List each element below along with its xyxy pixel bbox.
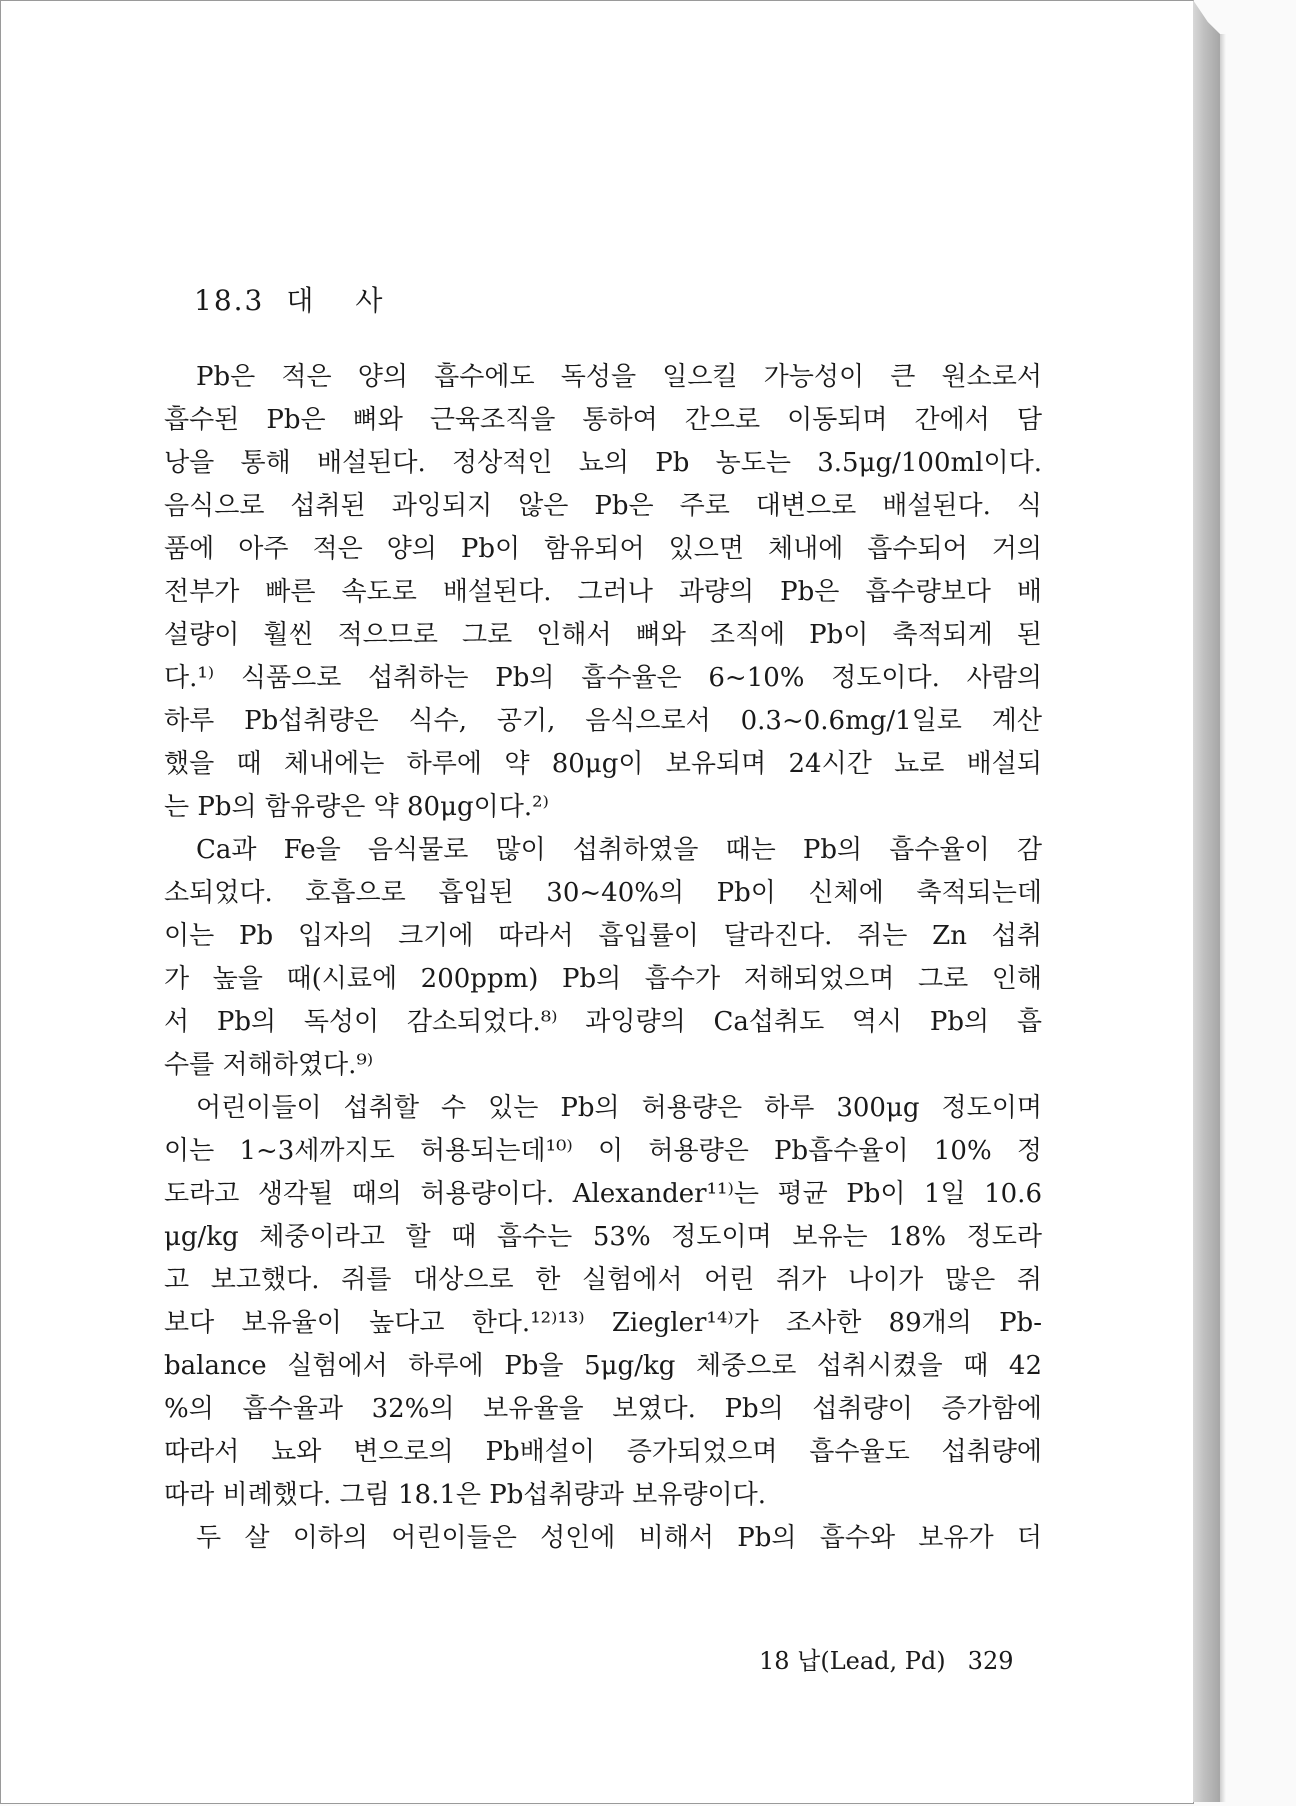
text-line: 품에 아주 적은 양의 Pb이 함유되어 있으면 체내에 흡수되어 거의 bbox=[164, 534, 1042, 564]
text-line: 고 보고했다. 쥐를 대상으로 한 실험에서 어린 쥐가 나이가 많은 쥐 bbox=[164, 1265, 1042, 1295]
paragraph-4 bbox=[164, 1517, 1042, 1560]
text-line: 따라 비례했다. 그림 18.1은 Pb섭취량과 보유량이다. bbox=[164, 1480, 766, 1510]
text-line: 가 높을 때(시료에 200ppm) Pb의 흡수가 저해되었으며 그로 인해 bbox=[164, 964, 1042, 994]
text-line: 는 Pb의 함유량은 약 80μg이다.²⁾ bbox=[164, 792, 549, 822]
text-line: Pb은 적은 양의 흡수에도 독성을 일으킬 가능성이 큰 원소로서 bbox=[196, 362, 1042, 392]
text-line: 소되었다. 호흡으로 흡입된 30~40%의 Pb이 신체에 축적되는데 bbox=[164, 878, 1042, 908]
page-number: 329 bbox=[967, 1647, 1014, 1675]
text-line: 서 Pb의 독성이 감소되었다.⁸⁾ 과잉량의 Ca섭취도 역시 Pb의 흡 bbox=[164, 1007, 1042, 1037]
text-line: 두 살 이하의 어린이들은 성인에 비해서 Pb의 흡수와 보유가 더 bbox=[196, 1523, 1042, 1553]
text-line: 음식으로 섭취된 과잉되지 않은 Pb은 주로 대변으로 배설된다. 식 bbox=[164, 491, 1042, 521]
text-line: 따라서 뇨와 변으로의 Pb배설이 증가되었으며 흡수율도 섭취량에 bbox=[164, 1437, 1042, 1467]
body-text bbox=[164, 356, 1042, 1560]
text-line: 보다 보유율이 높다고 한다.¹²⁾¹³⁾ Ziegler¹⁴⁾가 조사한 89개의 Pb- bbox=[164, 1308, 1042, 1338]
section-heading bbox=[194, 279, 384, 319]
text-line: 수를 저해하였다.⁹⁾ bbox=[164, 1050, 374, 1080]
text-line: 설량이 훨씬 적으므로 그로 인해서 뼈와 조직에 Pb이 축적되게 된 bbox=[164, 620, 1042, 650]
paragraph-2 bbox=[164, 829, 1042, 1087]
section-title-part-1: 대 bbox=[286, 284, 316, 317]
paragraph-1 bbox=[164, 356, 1042, 829]
running-head: 18 납(Lead, Pd) bbox=[759, 1647, 946, 1675]
text-line: 흡수된 Pb은 뼈와 근육조직을 통하여 간으로 이동되며 간에서 담 bbox=[164, 405, 1042, 435]
text-line: 다.¹⁾ 식품으로 섭취하는 Pb의 흡수율은 6~10% 정도이다. 사람의 bbox=[164, 663, 1042, 693]
text-line: 전부가 빠른 속도로 배설된다. 그러나 과량의 Pb은 흡수량보다 배 bbox=[164, 577, 1042, 607]
text-line: Ca과 Fe을 음식물로 많이 섭취하였을 때는 Pb의 흡수율이 감 bbox=[196, 835, 1042, 865]
page-footer bbox=[759, 1641, 1013, 1676]
paragraph-3 bbox=[164, 1087, 1042, 1517]
text-line: %의 흡수율과 32%의 보유율을 보였다. Pb의 섭취량이 증가함에 bbox=[164, 1394, 1042, 1424]
text-line: balance 실험에서 하루에 Pb을 5μg/kg 체중으로 섭취시켰을 때 42 bbox=[164, 1351, 1042, 1381]
text-line: 이는 1~3세까지도 허용되는데¹⁰⁾ 이 허용량은 Pb흡수율이 10% 정 bbox=[164, 1136, 1042, 1166]
text-line: μg/kg 체중이라고 할 때 흡수는 53% 정도이며 보유는 18% 정도라 bbox=[164, 1222, 1042, 1252]
page-edge-decoration bbox=[1193, 0, 1220, 1802]
text-line: 도라고 생각될 때의 허용량이다. Alexander¹¹⁾는 평균 Pb이 1일 10.6 bbox=[164, 1179, 1042, 1209]
text-line: 이는 Pb 입자의 크기에 따라서 흡입률이 달라진다. 쥐는 Zn 섭취 bbox=[164, 921, 1042, 951]
page-edge-shadow bbox=[1220, 34, 1226, 1802]
text-line: 어린이들이 섭취할 수 있는 Pb의 허용량은 하루 300μg 정도이며 bbox=[196, 1093, 1042, 1123]
text-line: 했을 때 체내에는 하루에 약 80μg이 보유되며 24시간 뇨로 배설되 bbox=[164, 749, 1042, 779]
text-line: 낭을 통해 배설된다. 정상적인 뇨의 Pb 농도는 3.5μg/100ml이다. bbox=[164, 448, 1042, 478]
section-title-part-2: 사 bbox=[355, 284, 385, 317]
section-number: 18.3 bbox=[194, 284, 265, 317]
text-line: 하루 Pb섭취량은 식수, 공기, 음식으로서 0.3~0.6mg/1일로 계산 bbox=[164, 706, 1042, 736]
